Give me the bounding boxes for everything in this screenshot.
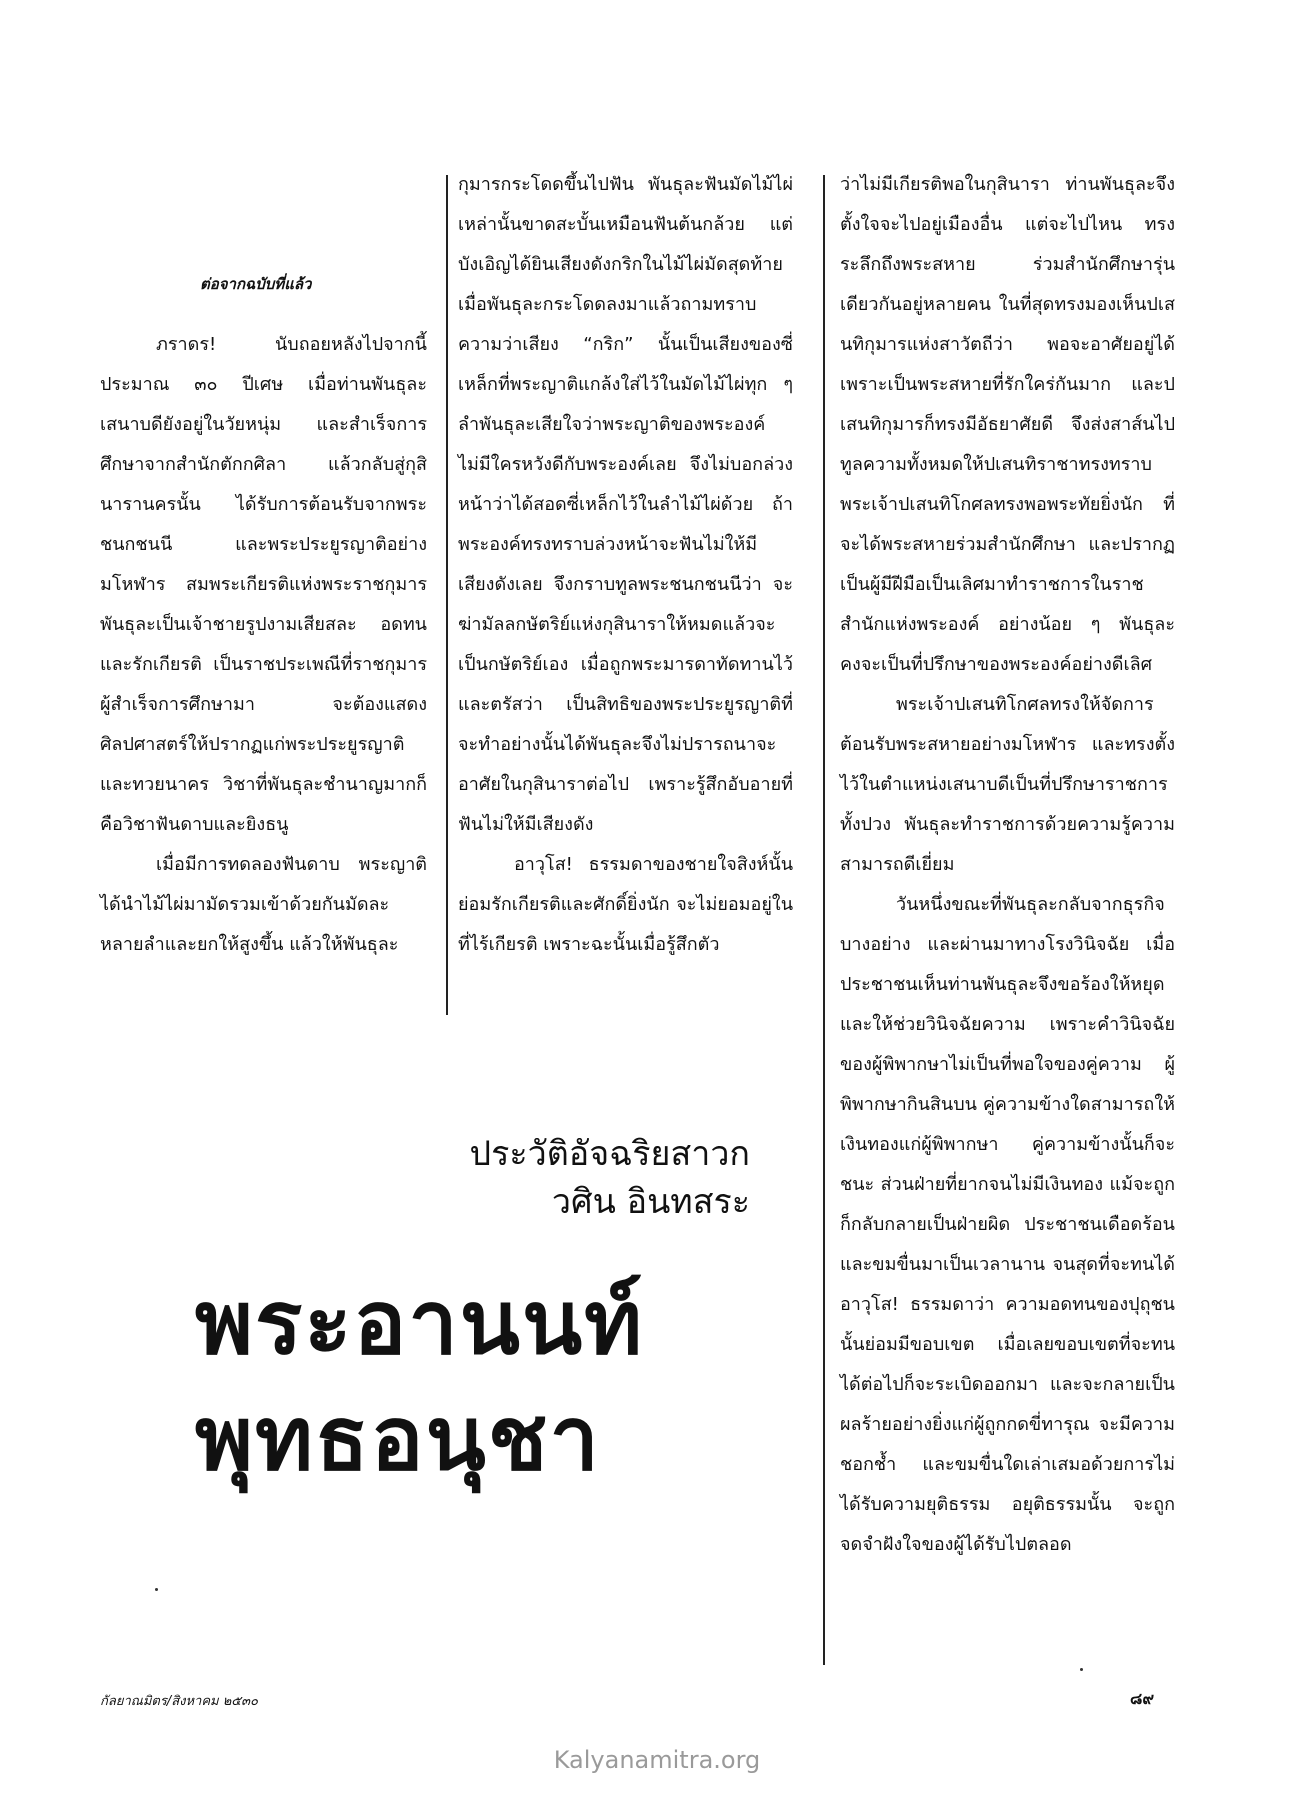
column-3-paragraph-3: วันหนึ่งขณะที่พันธุละกลับจากธุรกิจบางอย่าง และผ่านมาทางโรงวินิจฉัย เมื่อประชาชนเห็นท่านพันธุละจึงขอร้องให้หยุดและให้ช่วยวินิจฉัยความ เพราะคำวินิจฉัยของผู้พิพากษาไม่เป็นที่พอใจของคู่ความ ผู้พิพากษากินสินบน คู่ความข้างใดสามารถให้เงินทองแก่ผู้พิพากษา คู่ความข้างนั้นก็จะชนะ ส่วนฝ่ายที่ยากจนไม่มีเงินทอง แม้จะถูกก็กลับกลายเป็นฝ่ายผิด ประชาชนเดือดร้อนและขมขื่นมาเป็นเวลานาน จนสุดที่จะทนได้ อาวุโส! ธรรมดาว่า ความอดทนของปุถุชนนั้นย่อมมีขอบเขต เมื่อเลยขอบเขตที่จะทนได้ต่อไปก็จะระเบิดออกมา และจะกลายเป็นผลร้ายอย่างยิ่งแก่ผู้ถูกกดขี่ทารุณ จะมีความชอกช้ำ และขมขื่นใดเล่าเสมอด้วยการไม่ได้รับความยุติธรรม อยุติธรรมนั้น จะถูกจดจำฝังใจของผู้ได้รับไปตลอด [840,894,1175,1555]
article-column-3 [840,165,1175,1565]
continued-label: ต่อจากฉบับที่แล้ว [200,275,312,293]
column-divider-2 [823,175,825,1665]
article-byline [440,1130,750,1226]
column-3-paragraph-1: ว่าไม่มีเกียรติพอในกุสินารา ท่านพันธุละจึงตั้งใจจะไปอยู่เมืองอื่น แต่จะไปไหน ทรงระลึกถึงพระสหาย ร่วมสำนักศึกษารุ่นเดียวกันอยู่หลายคน ในที่สุดทรงมองเห็นปเสนทิกุมารแห่งสาวัตถีว่า พอจะอาศัยอยู่ได้ เพราะเป็นพระสหายที่รักใคร่กันมาก และปเสนทิกุมารก็ทรงมีอัธยาศัยดี จึงส่งสาส์นไปทูลความทั้งหมดให้ปเสนทิราชาทรงทราบ พระเจ้าปเสนทิโกศลทรงพอพระทัยยิ่งนัก ที่จะได้พระสหายร่วมสำนักศึกษา และปรากฏเป็นผู้มีฝีมือเป็นเลิศมาทำราชการในราชสำนักแห่งพระองค์ อย่างน้อย ๆ พันธุละคงจะเป็นที่ปรึกษาของพระองค์อย่างดีเลิศ [840,174,1175,675]
headline-line-2: พุทธอนุชา [195,1387,601,1490]
column-1-paragraph-2: เมื่อมีการทดลองฟันดาบ พระญาติได้นำไม้ไผ่มามัดรวมเข้าด้วยกันมัดละหลายลำและยกให้สูงขึ้น แล้วให้พันธุละ [100,854,427,955]
column-1-paragraph-1: ภราดร! นับถอยหลังไปจากนี้ประมาณ ๓๐ ปีเศษ เมื่อท่านพันธุละเสนาบดียังอยู่ในวัยหนุ่ม และสำเร็จการศึกษาจากสำนักตักกศิลา แล้วกลับสู่กุสินารานครนั้น ได้รับการต้อนรับจากพระชนกชนนี และพระประยูรญาติอย่างมโหฬาร สมพระเกียรติแห่งพระราชกุมาร พันธุละเป็นเจ้าชายรูปงามเสียสละ อดทน และรักเกียรติ เป็นราชประเพณีที่ราชกุมารผู้สำเร็จการศึกษามา จะต้องแสดงศิลปศาสตร์ให้ปรากฏแก่พระประยูรญาติและทวยนาคร วิชาที่พันธุละชำนาญมากก็คือวิชาฟันดาบและยิงธนู [100,334,427,835]
article-column-1 [100,325,427,965]
column-2-paragraph-1: กุมารกระโดดขึ้นไปฟัน พันธุละฟันมัดไม้ไผ่เหล่านั้นขาดสะบั้นเหมือนฟันต้นกล้วย แต่บังเอิญได้ยินเสียงดังกริกในไม้ไผ่มัดสุดท้าย เมื่อพันธุละกระโดดลงมาแล้วถามทราบความว่าเสียง “กริก” นั้นเป็นเสียงของซี่เหล็กที่พระญาติแกล้งใส่ไว้ในมัดไม้ไผ่ทุก ๆ ลำพันธุละเสียใจว่าพระญาติของพระองค์ไม่มีใครหวังดีกับพระองค์เลย จึงไม่บอกล่วงหน้าว่าได้สอดซี่เหล็กไว้ในลำไม้ไผ่ด้วย ถ้าพระองค์ทรงทราบล่วงหน้าจะฟันไม่ให้มีเสียงดังเลย จึงกราบทูลพระชนกชนนีว่า จะฆ่ามัลลกษัตริย์แห่งกุสินาราให้หมดแล้วจะเป็นกษัตริย์เอง เมื่อถูกพระมารดาทัดทานไว้และตรัสว่า เป็นสิทธิของพระประยูรญาติที่จะทำอย่างนั้นได้พันธุละจึงไม่ปรารถนาจะอาศัยในกุสินาราต่อไป เพราะรู้สึกอับอายที่ฟันไม่ให้มีเสียงดัง [458,174,793,835]
headline-line-1: พระอานนท์ [195,1271,645,1374]
watermark: Kalyanamitra.org [553,1746,761,1774]
page-number: ๘๙ [1130,1689,1155,1708]
author-name: วศิน อินทสระ [551,1182,750,1222]
scan-speck [1080,1668,1083,1671]
article-headline [195,1265,775,1497]
article-column-2 [458,165,793,965]
column-divider-1 [446,175,448,1015]
column-2-paragraph-2: อาวุโส! ธรรมดาของชายใจสิงห์นั้นย่อมรักเกียรติและศักดิ์ยิ่งนัก จะไม่ยอมอยู่ในที่ไร้เกียรติ เพราะฉะนั้นเมื่อรู้สึกตัว [458,854,793,955]
column-3-paragraph-2: พระเจ้าปเสนทิโกศลทรงให้จัดการต้อนรับพระสหายอย่างมโหฬาร และทรงตั้งไว้ในตำแหน่งเสนาบดีเป็นที่ปรึกษาราชการทั้งปวง พันธุละทำราชการด้วยความรู้ความสามารถดีเยี่ยม [840,694,1175,875]
footer-publication: กัลยาณมิตร/สิงหาคม ๒๕๓๐ [100,1694,258,1709]
scan-speck [155,1588,158,1591]
series-title: ประวัติอัจฉริยสาวก [469,1134,750,1174]
